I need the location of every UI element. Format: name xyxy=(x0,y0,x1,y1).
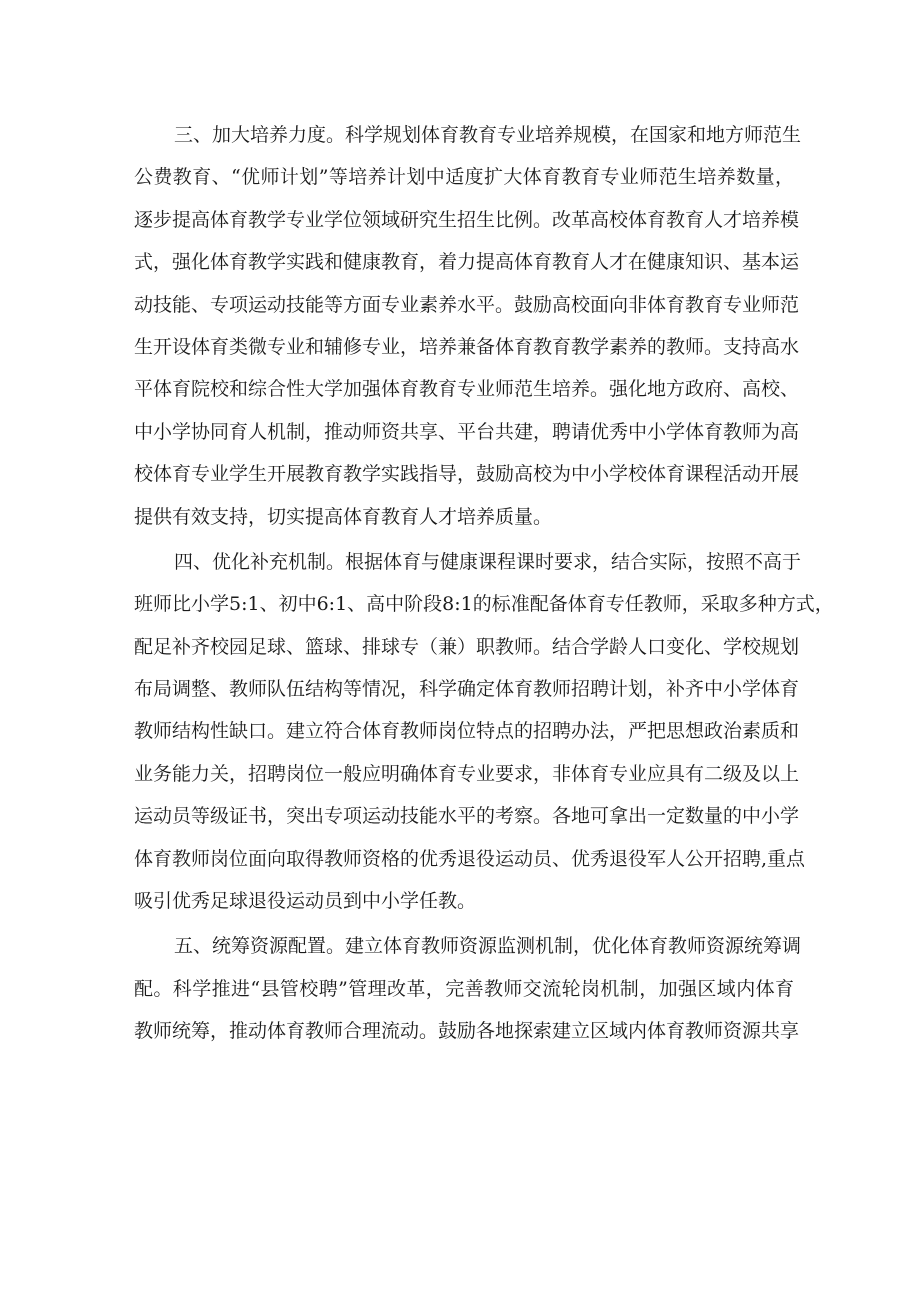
text-line: 配足补齐校园足球、篮球、排球专（兼）职教师。结合学龄人口变化、学校规划 xyxy=(134,635,800,658)
paragraph-5 xyxy=(134,925,802,1052)
paragraph-4 xyxy=(134,541,834,923)
body-text xyxy=(134,114,834,1056)
text-line: 配。科学推进“县管校聘”管理改革，完善教师交流轮岗机制，加强区域内体育 xyxy=(134,977,794,1000)
text-line: 动技能、专项运动技能等方面专业素养水平。鼓励高校面向非体育教育专业师范 xyxy=(134,293,800,316)
text-line: 平体育院校和综合性大学加强体育教育专业师范生培养。强化地方政府、高校、 xyxy=(134,378,800,401)
text-line: 三、加大培养力度。科学规划体育教育专业培养规模，在国家和地方师范生 xyxy=(174,124,802,146)
text-line: 四、优化补充机制。根据体育与健康课程课时要求，结合实际，按照不高于 xyxy=(174,550,802,573)
text-line: 教师结构性缺口。建立符合体育教师岗位特点的招聘办法，严把思想政治素质和 xyxy=(134,720,800,743)
text-line: 生开设体育类微专业和辅修专业，培养兼备体育教育教学素养的教师。支持高水 xyxy=(134,335,800,358)
text-line: 五、统筹资源配置。建立体育教师资源监测机制，优化体育教师资源统筹调 xyxy=(174,935,802,958)
paragraph-3 xyxy=(134,114,802,538)
text-line: 式，强化体育教学实践和健康教育，着力提高体育教育人才在健康知识、基本运 xyxy=(134,251,800,274)
text-line: 中小学协同育人机制，推动师资共享、平台共建，聘请优秀中小学体育教师为高 xyxy=(134,420,800,443)
text-line: 业务能力关，招聘岗位一般应明确体育专业要求，非体育专业应具有二级及以上 xyxy=(134,762,800,785)
text-line: 班师比小学5:1、初中6:1、高中阶段8:1的标准配备体育专任教师，采取多种方式， xyxy=(134,593,834,616)
text-line: 公费教育、“优师计划”等培养计划中适度扩大体育教育专业师范生培养数量， xyxy=(134,166,794,189)
text-line: 体育教师岗位面向取得教师资格的优秀退役运动员、优秀退役军人公开招聘,重点 xyxy=(134,847,806,870)
text-line: 校体育专业学生开展教育教学实践指导，鼓励高校为中小学校体育课程活动开展 xyxy=(134,463,800,486)
text-line: 教师统筹，推动体育教师合理流动。鼓励各地探索建立区域内体育教师资源共享 xyxy=(134,1020,800,1043)
text-line: 布局调整、教师队伍结构等情况，科学确定体育教师招聘计划，补齐中小学体育 xyxy=(134,678,800,701)
text-line: 逐步提高体育教学专业学位领域研究生招生比例。改革高校体育教育人才培养模 xyxy=(134,208,800,231)
text-line: 吸引优秀足球退役运动员到中小学任教。 xyxy=(134,890,477,913)
text-line: 提供有效支持，切实提高体育教育人才培养质量。 xyxy=(134,505,553,528)
text-line: 运动员等级证书，突出专项运动技能水平的考察。各地可拿出一定数量的中小学 xyxy=(134,805,800,828)
